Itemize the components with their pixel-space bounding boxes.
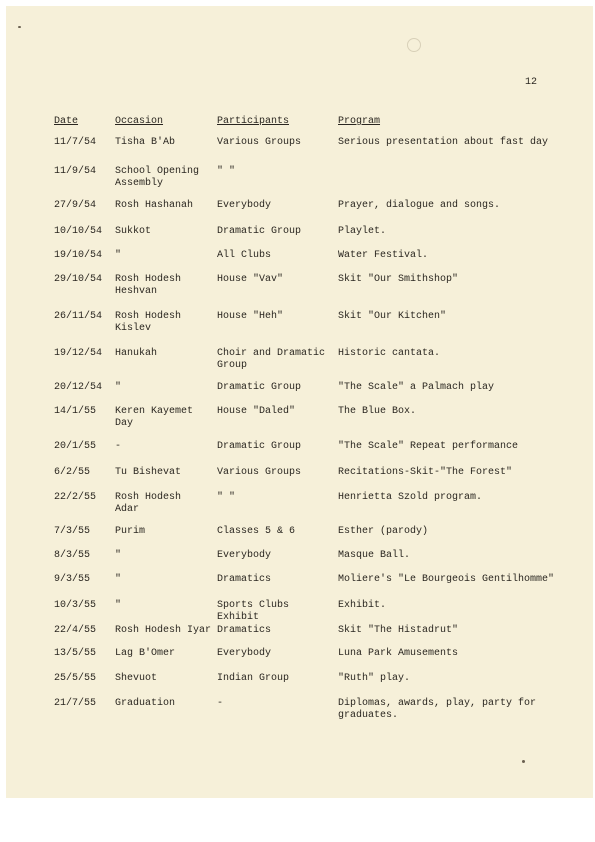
row-date: 19/10/54	[54, 250, 103, 261]
row-program: The Blue Box.	[338, 406, 417, 417]
row-participants: Indian Group	[217, 673, 290, 684]
speck-mark	[522, 760, 525, 763]
row-participants: Dramatic Group	[217, 226, 302, 237]
row-date: 22/4/55	[54, 625, 97, 636]
header-participants: Participants	[217, 116, 290, 127]
row-occasion: School Opening Assembly	[115, 166, 200, 189]
speck-mark	[18, 26, 21, 28]
document-page	[6, 6, 593, 798]
row-program: Skit "Our Smithshop"	[338, 274, 459, 285]
row-program: Luna Park Amusements	[338, 648, 459, 659]
row-date: 10/10/54	[54, 226, 103, 237]
row-occasion: Tu Bishevat	[115, 467, 182, 478]
row-participants: Dramatic Group	[217, 441, 302, 452]
row-occasion: Tisha B'Ab	[115, 137, 176, 148]
row-participants: Sports Clubs Exhibit	[217, 600, 290, 623]
row-participants: House "Vav"	[217, 274, 284, 285]
row-program: Water Festival.	[338, 250, 429, 261]
row-program: Skit "The Histadrut"	[338, 625, 459, 636]
row-participants: Dramatics	[217, 574, 272, 585]
row-date: 11/7/54	[54, 137, 97, 148]
row-occasion: "	[115, 250, 122, 261]
row-occasion: Shevuot	[115, 673, 158, 684]
row-occasion: Hanukah	[115, 348, 158, 359]
row-date: 26/11/54	[54, 311, 103, 322]
row-occasion: Rosh Hashanah	[115, 200, 194, 211]
row-participants: " "	[217, 166, 236, 177]
row-date: 27/9/54	[54, 200, 97, 211]
header-occasion: Occasion	[115, 116, 164, 127]
row-date: 9/3/55	[54, 574, 91, 585]
row-program: Esther (parody)	[338, 526, 429, 537]
row-date: 29/10/54	[54, 274, 103, 285]
row-program: Diplomas, awards, play, party for graduates.	[338, 698, 537, 721]
header-program: Program	[338, 116, 381, 127]
row-participants: Dramatics	[217, 625, 272, 636]
row-participants: Various Groups	[217, 137, 302, 148]
row-program: Serious presentation about fast day	[338, 137, 549, 148]
row-participants: All Clubs	[217, 250, 272, 261]
row-program: Henrietta Szold program.	[338, 492, 483, 503]
row-occasion: Sukkot	[115, 226, 152, 237]
row-program: Masque Ball.	[338, 550, 411, 561]
row-program: Moliere's "Le Bourgeois Gentilhomme"	[338, 574, 555, 585]
row-occasion: Rosh Hodesh Adar	[115, 492, 182, 515]
row-occasion: "	[115, 550, 122, 561]
row-program: Playlet.	[338, 226, 387, 237]
row-program: Prayer, dialogue and songs.	[338, 200, 501, 211]
row-participants: House "Daled"	[217, 406, 296, 417]
row-date: 20/1/55	[54, 441, 97, 452]
page-number: 12	[525, 77, 538, 88]
row-participants: Everybody	[217, 550, 272, 561]
row-occasion: Rosh Hodesh Heshvan	[115, 274, 182, 297]
row-occasion: "	[115, 600, 122, 611]
row-participants: Various Groups	[217, 467, 302, 478]
row-date: 14/1/55	[54, 406, 97, 417]
row-occasion: Graduation	[115, 698, 176, 709]
row-program: "Ruth" play.	[338, 673, 411, 684]
row-date: 19/12/54	[54, 348, 103, 359]
row-program: Exhibit.	[338, 600, 387, 611]
row-occasion: Keren Kayemet Day	[115, 406, 194, 429]
row-occasion: Rosh Hodesh Iyar	[115, 625, 212, 636]
row-program: "The Scale" a Palmach play	[338, 382, 495, 393]
row-participants: Everybody	[217, 648, 272, 659]
row-occasion: "	[115, 574, 122, 585]
row-participants: Everybody	[217, 200, 272, 211]
row-occasion: Lag B'Omer	[115, 648, 176, 659]
row-date: 8/3/55	[54, 550, 91, 561]
row-program: Skit "Our Kitchen"	[338, 311, 447, 322]
row-occasion: Rosh Hodesh Kislev	[115, 311, 182, 334]
row-participants: -	[217, 698, 224, 709]
row-occasion: Purim	[115, 526, 146, 537]
header-date: Date	[54, 116, 79, 127]
row-program: "The Scale" Repeat performance	[338, 441, 519, 452]
row-date: 22/2/55	[54, 492, 97, 503]
row-date: 21/7/55	[54, 698, 97, 709]
row-date: 20/12/54	[54, 382, 103, 393]
row-participants: Dramatic Group	[217, 382, 302, 393]
row-program: Historic cantata.	[338, 348, 441, 359]
row-date: 11/9/54	[54, 166, 97, 177]
row-date: 7/3/55	[54, 526, 91, 537]
row-occasion: -	[115, 441, 122, 452]
row-date: 10/3/55	[54, 600, 97, 611]
row-occasion: "	[115, 382, 122, 393]
row-participants: House "Heh"	[217, 311, 284, 322]
row-date: 25/5/55	[54, 673, 97, 684]
row-date: 13/5/55	[54, 648, 97, 659]
row-program: Recitations-Skit-"The Forest"	[338, 467, 513, 478]
row-participants: Choir and Dramatic Group	[217, 348, 326, 371]
row-participants: " "	[217, 492, 236, 503]
row-date: 6/2/55	[54, 467, 91, 478]
row-participants: Classes 5 & 6	[217, 526, 296, 537]
punch-hole-mark	[407, 38, 421, 52]
